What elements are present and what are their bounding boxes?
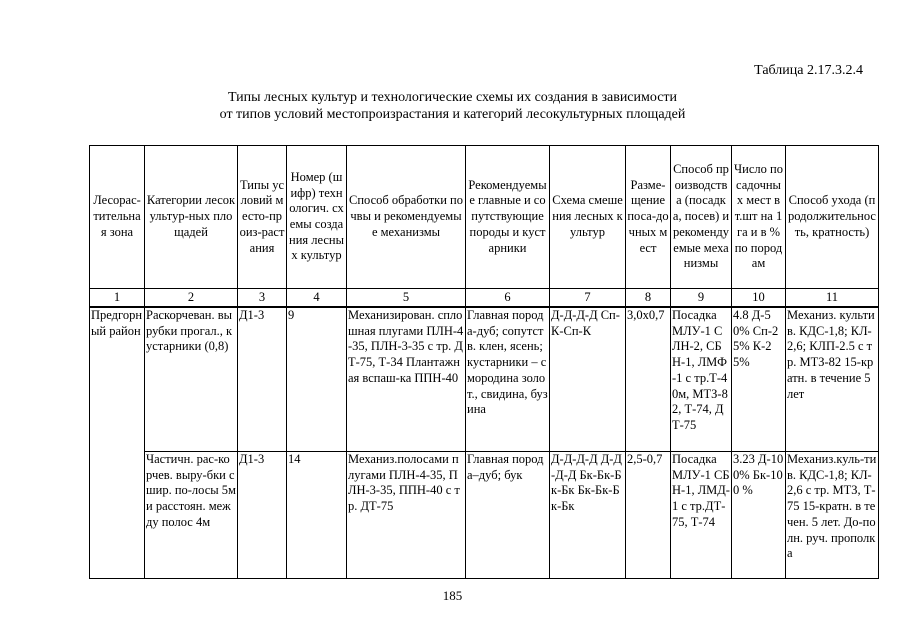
table-row bbox=[90, 452, 879, 579]
cell-species: Главная порода-дуб; сопутств. клен, ясень; кустарники – смородина золот., свидина, бузина bbox=[466, 307, 550, 452]
cell-category: Частичн. рас-корчев. выру-бки с шир. по-лосы 5м и расстоян. между полос 4м bbox=[145, 452, 238, 579]
cell-scheme-no: 9 bbox=[287, 307, 347, 452]
column-number: 7 bbox=[550, 289, 626, 308]
header-cell: Число посадочных мест в т.шт на 1 га и в % по породам bbox=[732, 146, 786, 289]
cell-soil: Механиз.полосами плугами ПЛН-4-35, ПЛН-3-35, ППН-40 с тр. ДТ-75 bbox=[347, 452, 466, 579]
column-number: 2 bbox=[145, 289, 238, 308]
cell-category: Раскорчеван. вырубки прогал., кустарники (0,8) bbox=[145, 307, 238, 452]
column-number-row bbox=[90, 289, 879, 308]
cell-zone bbox=[90, 452, 145, 579]
header-cell: Номер (шифр) технологич. схемы создания лесных культур bbox=[287, 146, 347, 289]
table-row bbox=[90, 307, 879, 452]
cell-placement: 2,5-0,7 bbox=[626, 452, 671, 579]
table-title bbox=[0, 89, 905, 123]
cell-production: Посадка МЛУ-1 СБН-1, ЛМД-1 с тр.ДТ-75, Т-74 bbox=[671, 452, 732, 579]
forest-culture-table bbox=[89, 145, 879, 579]
column-number: 5 bbox=[347, 289, 466, 308]
cell-placement: 3,0х0,7 bbox=[626, 307, 671, 452]
cell-count: 3.23 Д-100% Бк-100 % bbox=[732, 452, 786, 579]
cell-mixing: Д-Д-Д-Д Сп-К-Сп-К bbox=[550, 307, 626, 452]
column-number: 1 bbox=[90, 289, 145, 308]
column-number: 6 bbox=[466, 289, 550, 308]
header-cell: Разме-щение поса-дочных мест bbox=[626, 146, 671, 289]
column-number: 4 bbox=[287, 289, 347, 308]
cell-scheme-no: 14 bbox=[287, 452, 347, 579]
cell-care: Механиз.куль-тив. КДС-1,8; КЛ-2,6 с тр. МТЗ, Т-75 15-кратн. в течен. 5 лет. До-полн. руч. прополка bbox=[786, 452, 879, 579]
header-cell: Типы условий место-произ-растания bbox=[238, 146, 287, 289]
header-cell: Способ обработки почвы и рекомендуемые механизмы bbox=[347, 146, 466, 289]
header-cell: Схема смешения лесных культур bbox=[550, 146, 626, 289]
column-number: 3 bbox=[238, 289, 287, 308]
header-cell: Способ ухода (продолжительность, кратность) bbox=[786, 146, 879, 289]
cell-care: Механиз. культив. КДС-1,8; КЛ-2,6; КЛП-2.5 с тр. МТЗ-82 15-кратн. в течение 5 лет bbox=[786, 307, 879, 452]
cell-conditions: Д1-3 bbox=[238, 452, 287, 579]
cell-production: Посадка МЛУ-1 СЛН-2, СБН-1, ЛМФ-1 с тр.Т-40м, МТЗ-82, Т-74, ДТ-75 bbox=[671, 307, 732, 452]
cell-zone: Предгорный район bbox=[90, 307, 145, 452]
column-number: 10 bbox=[732, 289, 786, 308]
cell-soil: Механизирован. сплошная плугами ПЛН-4-35, ПЛН-3-35 с тр. ДТ-75, Т-34 Плантажная вспаш-ка ППН-40 bbox=[347, 307, 466, 452]
column-number: 11 bbox=[786, 289, 879, 308]
header-cell: Лесорас-тительная зона bbox=[90, 146, 145, 289]
page-number: 185 bbox=[442, 588, 463, 603]
header-cell: Способ производства (посадка, посев) и рекомендуемые механизмы bbox=[671, 146, 732, 289]
table-number: Таблица 2.17.3.2.4 bbox=[754, 63, 863, 78]
cell-mixing: Д-Д-Д-Д Д-Д-Д-Д Бк-Бк-Бк-Бк Бк-Бк-Бк-Бк bbox=[550, 452, 626, 579]
cell-conditions: Д1-3 bbox=[238, 307, 287, 452]
cell-count: 4.8 Д-50% Сп-25% К-25% bbox=[732, 307, 786, 452]
title-line-2: от типов условий местопроизрастания и категорий лесокультурных площадей bbox=[219, 107, 686, 122]
column-number: 9 bbox=[671, 289, 732, 308]
title-line-1: Типы лесных культур и технологические схемы их создания в зависимости bbox=[227, 90, 678, 105]
cell-species: Главная порода–дуб; бук bbox=[466, 452, 550, 579]
column-number: 8 bbox=[626, 289, 671, 308]
header-cell: Рекомендуемые главные и сопутствующие породы и кустарники bbox=[466, 146, 550, 289]
header-row bbox=[90, 146, 879, 289]
header-cell: Категории лесокультур-ных площадей bbox=[145, 146, 238, 289]
